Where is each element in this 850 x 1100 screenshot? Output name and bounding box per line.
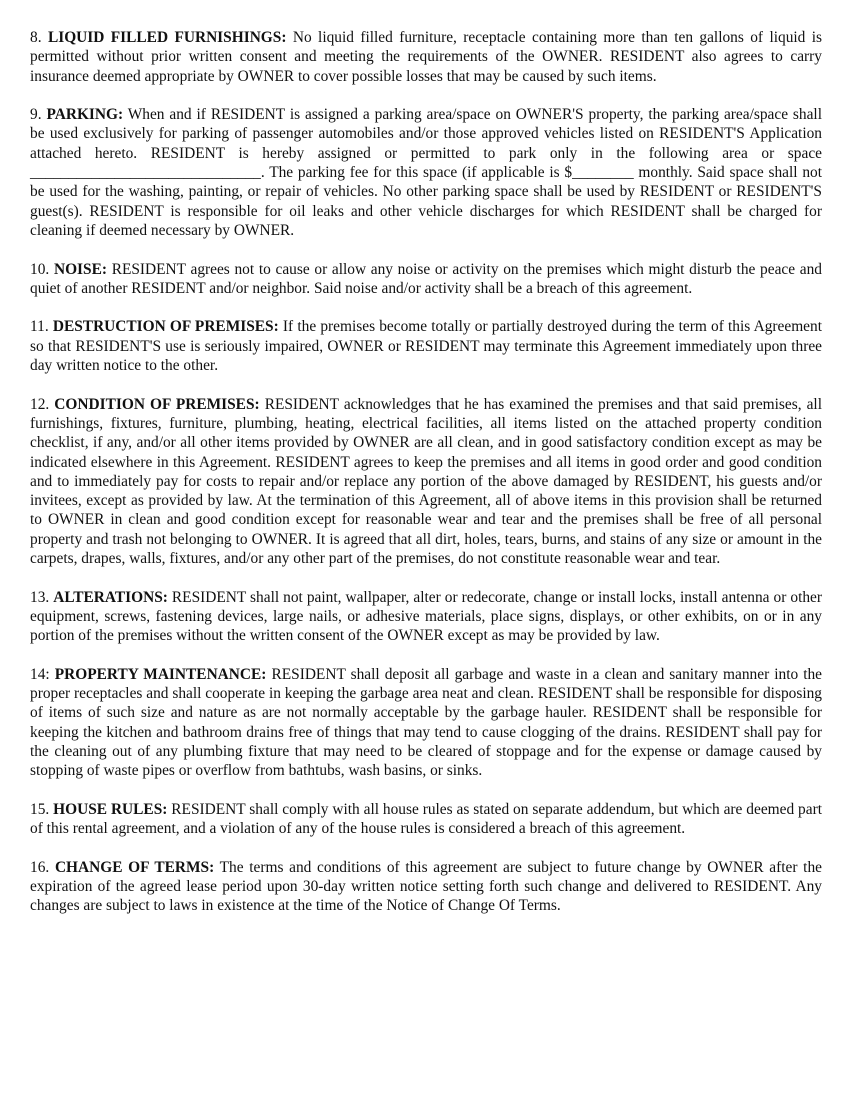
clause-heading: CHANGE OF TERMS: [54,858,215,876]
clause-heading: PROPERTY MAINTENANCE: [54,665,267,683]
clause-heading: HOUSE RULES: [53,800,168,818]
clause-number: 14: [30,665,50,683]
clause-heading: NOISE: [53,260,107,278]
clause-text: RESIDENT agrees not to cause or allow any noise or activity on the premises which might disturb the peace and quiet of another RESIDENT and/or neighbor. Said noise and/or activity shall be a breach of this agreement. [30,260,822,297]
clause-number: 8. [30,29,42,46]
clause-heading: DESTRUCTION OF PREMISES: [52,318,279,336]
clause-number: 16. [30,858,50,876]
clause-number: 10. [30,260,50,278]
clause-heading: LIQUID FILLED FURNISHINGS: [47,29,287,46]
clause-text: No liquid filled furniture, receptacle containing more than ten gallons of liquid is permitted without prior written consent and meeting the requirements of the OWNER. RESIDENT also agrees to carry insurance deemed appropriate by OWNER to cover possible losses that may be caused by such items. [30,29,822,85]
clause-number: 13. [30,588,50,606]
clause-12-condition-of-premises [30,395,822,569]
clause-15-house-rules [30,800,822,839]
clause-text: When and if RESIDENT is assigned a parking area/space on OWNER'S property, the parking area/space shall be used exclusively for parking of passenger automobiles and/or those approved vehicles listed on RESIDENT'S Application attached hereto. RESIDENT is hereby assigned or permitted to park only in the following area or space ______________________________. The parking fee for this space (if applicable is $________ monthly. Said space shall not be used for the washing, painting, or repair of vehicles. No other parking space shall be used by RESIDENT or RESIDENT'S guest(s). RESIDENT is responsible for oil leaks and other vehicle discharges for which RESIDENT shall be charged for cleaning if deemed necessary by OWNER. [30,106,822,239]
clause-text: The terms and conditions of this agreement are subject to future change by OWNER after the expiration of the agreed lease period upon 30-day written notice setting forth such change and delivered to RESIDENT. Any changes are subject to laws in existence at the time of the Notice of Change Of Terms. [30,858,822,915]
clause-number: 9. [30,106,42,124]
clause-16-change-of-terms [30,858,822,916]
clause-14-property-maintenance [30,665,822,781]
clause-11-destruction-of-premises [30,317,822,375]
clause-number: 15. [30,800,50,818]
clause-heading: CONDITION OF PREMISES: [54,395,260,413]
document-page [30,28,822,935]
clause-13-alterations [30,588,822,646]
clause-text: RESIDENT shall comply with all house rules as stated on separate addendum, but which are deemed part of this rental agreement, and a violation of any of the house rules is considered a breach of this agreement. [30,800,822,838]
clause-number: 12. [30,395,50,413]
clause-text: RESIDENT acknowledges that he has examined the premises and that said premises, all furnishings, fixtures, furniture, plumbing, heating, electrical facilities, all items listed on the attached property condition checklist, if any, and/or all other items provided by OWNER are all clean, and in good satisfactory condition except as may be indicated elsewhere in this Agreement. RESIDENT agrees to keep the premises and all items in good order and good condition and to immediately pay for costs to repair and/or replace any portion of the above damaged by RESIDENT, his guests and/or invitees, except as provided by law. At the termination of this Agreement, all of above items in this provision shall be returned to OWNER in clean and good condition except for reasonable wear and tear and the premises shall be free of all personal property and trash not belonging to OWNER. It is agreed that all dirt, holes, tears, burns, and stains of any size or amount in the carpets, drapes, walls, fixtures, and/or any other part of the premises, do not constitute reasonable wear and tear. [30,395,822,568]
clause-number: 11. [30,318,49,336]
clause-8-liquid-filled-furnishings [30,28,822,86]
clause-10-noise [30,260,822,299]
clause-text: If the premises become totally or partially destroyed during the term of this Agreement so that RESIDENT'S use is seriously impaired, OWNER or RESIDENT may terminate this Agreement immediately upon three day written notice to the other. [30,318,822,375]
clause-heading: ALTERATIONS: [53,588,168,606]
clause-text: RESIDENT shall deposit all garbage and waste in a clean and sanitary manner into the proper receptacles and shall cooperate in keeping the garbage area neat and clean. RESIDENT shall be responsible for disposing of items of such size and nature as are not normally acceptable by the garbage hauler. RESIDENT shall be responsible for keeping the kitchen and bathroom drains free of things that may tend to cause clogging of the drains. RESIDENT shall pay for the cleaning out of any plumbing fixture that may need to be cleared of stoppage and for the expense or damage caused by stopping of waste pipes or overflow from bathtubs, wash basins, or sinks. [30,665,823,780]
clause-heading: PARKING: [46,106,124,124]
clause-text: RESIDENT shall not paint, wallpaper, alter or redecorate, change or install locks, install antenna or other equipment, screws, fastening devices, large nails, or adhesive materials, place signs, displays, or other exhibits, on or in any portion of the premises without the written consent of the OWNER except as may be provided by law. [30,588,822,645]
clause-9-parking [30,105,822,240]
